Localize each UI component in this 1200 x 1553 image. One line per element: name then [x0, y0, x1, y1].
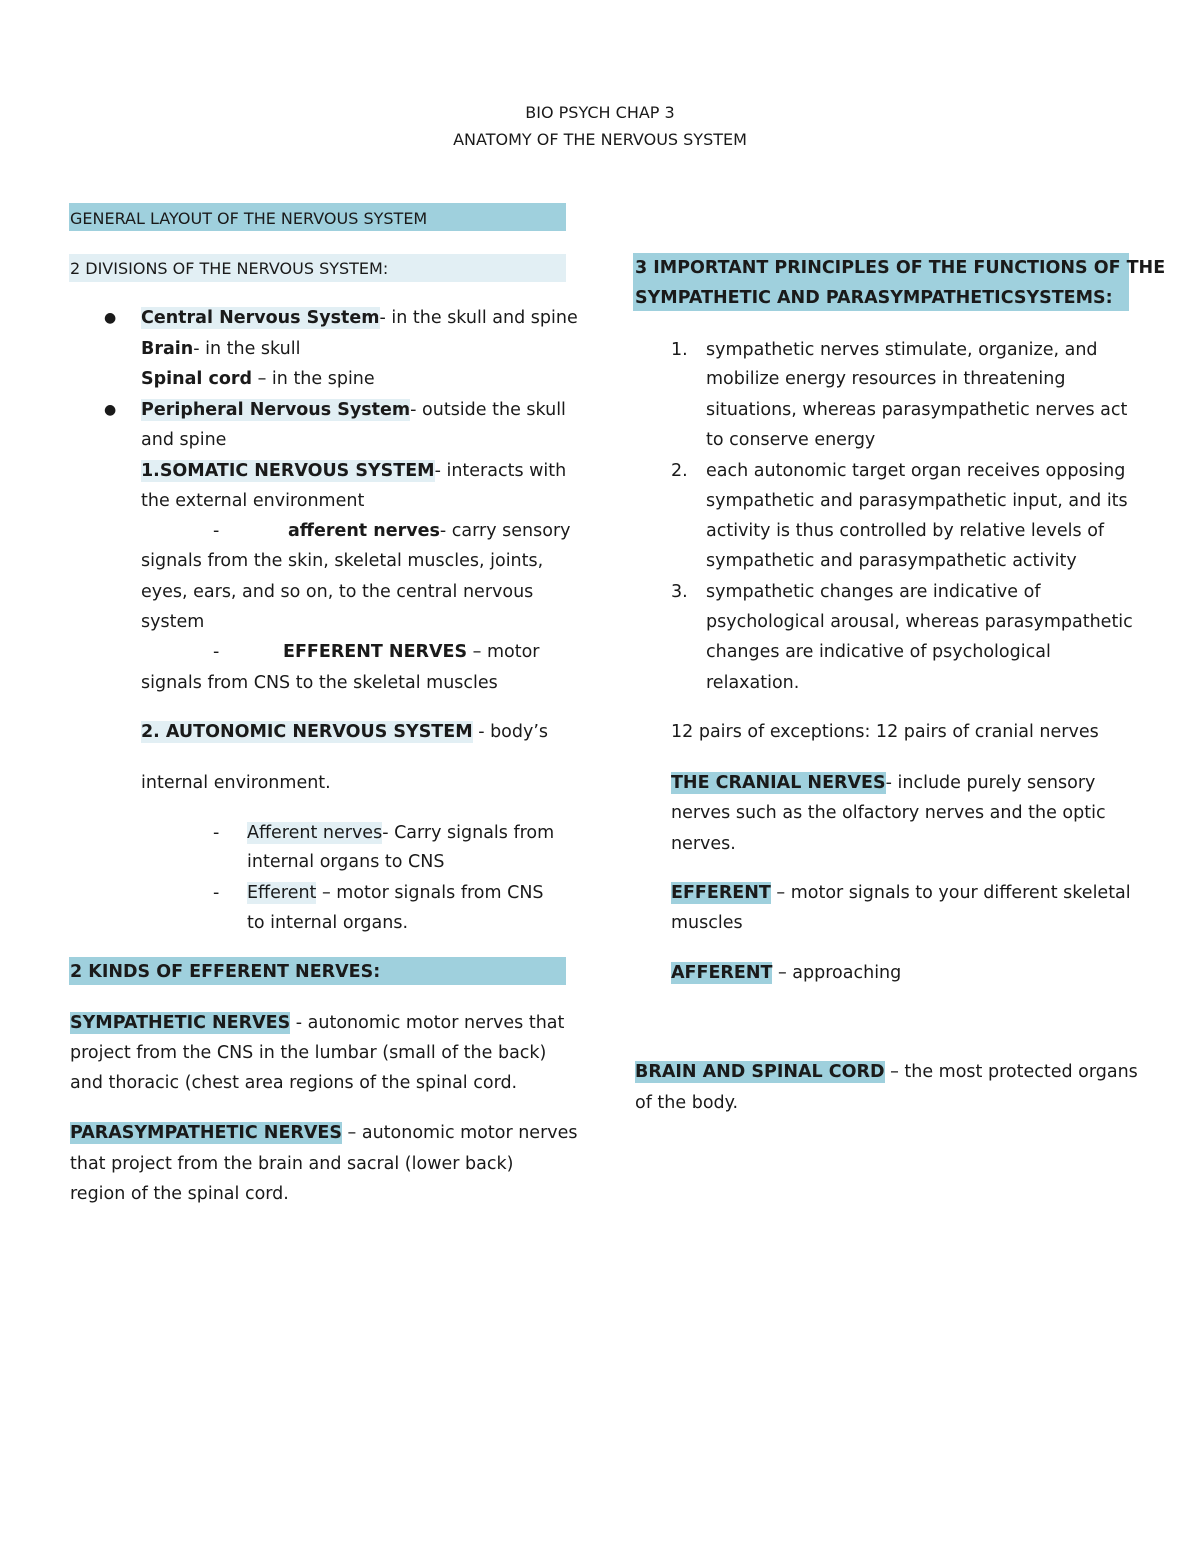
principle-1-line: mobilize energy resources in threatening [706, 369, 1066, 389]
cns-text: - in the skull and spine [379, 308, 578, 328]
auto-afferent-text: - Carry signals from [382, 823, 555, 843]
auto-efferent-item [247, 882, 544, 904]
auto-efferent-dash: - [213, 883, 220, 903]
efferent-line2: muscles [671, 913, 743, 933]
brain-spinal-label: BRAIN AND SPINAL CORD [635, 1062, 885, 1082]
principle-3-line: psychological arousal, whereas parasympathetic [706, 612, 1133, 632]
sympathetic-line: project from the CNS in the lumbar (small of the back) [70, 1043, 547, 1063]
auto-afferent-label: Afferent nerves [247, 823, 383, 843]
divisions-heading: 2 DIVISIONS OF THE NERVOUS SYSTEM: [70, 259, 389, 278]
afferent-label: AFFERENT [671, 963, 773, 983]
principle-2-line: sympathetic and parasympathetic activity [706, 551, 1077, 571]
principle-1-line: to conserve energy [706, 430, 876, 450]
principle-1-line: situations, whereas parasympathetic nerves act [706, 400, 1128, 420]
efferent-text: – motor signals to your different skeletal [770, 883, 1131, 903]
cns-item [141, 307, 578, 329]
bullet-dot: ● [104, 402, 117, 418]
auto-efferent-line2: to internal organs. [247, 913, 409, 933]
bullet-dot: ● [104, 310, 117, 326]
kinds-heading: 2 KINDS OF EFFERENT NERVES: [70, 962, 381, 982]
pns-label: Peripheral Nervous System [141, 400, 411, 420]
parasympathetic-label: PARASYMPATHETIC NERVES [70, 1123, 342, 1143]
principle-3-line: sympathetic changes are indicative of [706, 582, 1041, 602]
cranial-line: nerves. [671, 834, 736, 854]
pns-text-line2: and spine [141, 430, 227, 450]
cns-label: Central Nervous System [141, 308, 380, 328]
principle-3-line: relaxation. [706, 673, 800, 693]
parasympathetic-item [70, 1122, 578, 1144]
doc-title-line1: BIO PSYCH CHAP 3 [525, 103, 675, 122]
autonomic-label: 2. AUTONOMIC NERVOUS SYSTEM [141, 722, 473, 742]
spinal-label: Spinal cord [141, 369, 253, 389]
afferent-nerves-text: - carry sensory [439, 521, 571, 541]
principle-1-line: sympathetic nerves stimulate, organize, and [706, 340, 1098, 360]
afferent-nerves-label: afferent nerves [288, 521, 440, 541]
principle-1-num: 1. [671, 340, 688, 360]
principle-3-num: 3. [671, 582, 688, 602]
principle-2-line: each autonomic target organ receives opposing [706, 461, 1126, 481]
somatic-text-line2: the external environment [141, 491, 365, 511]
principles-heading-line: 3 IMPORTANT PRINCIPLES OF THE FUNCTIONS OF THE [635, 258, 1166, 278]
sympathetic-line: and thoracic (chest area regions of the spinal cord. [70, 1073, 518, 1093]
auto-afferent-dash: - [213, 823, 220, 843]
general-layout-heading: GENERAL LAYOUT OF THE NERVOUS SYSTEM [70, 209, 428, 228]
pns-item [141, 399, 566, 421]
afferent-nerves-line: system [141, 612, 205, 632]
auto-efferent-text: – motor signals from CNS [316, 883, 544, 903]
autonomic-line2: internal environment. [141, 773, 331, 793]
principle-3-line: changes are indicative of psychological [706, 642, 1051, 662]
efferent-item [671, 882, 1131, 904]
somatic-item [141, 460, 566, 482]
efferent-nerves-line2: signals from CNS to the skeletal muscles [141, 673, 498, 693]
afferent-nerves-line: signals from the skin, skeletal muscles, joints, [141, 551, 544, 571]
efferent-nerves-label: EFFERENT NERVES [283, 642, 468, 662]
parasympathetic-line: that project from the brain and sacral (lower back) [70, 1154, 514, 1174]
spinal-text: – in the spine [252, 369, 375, 389]
cranial-line: nerves such as the olfactory nerves and the optic [671, 803, 1106, 823]
pns-text: - outside the skull [410, 400, 566, 420]
principle-2-line: activity is thus controlled by relative levels of [706, 521, 1105, 541]
autonomic-item [141, 721, 548, 743]
efferent-nerves-text: – motor [467, 642, 540, 662]
brain-spinal-line2: of the body. [635, 1093, 739, 1113]
brain-spinal-text: – the most protected organs [884, 1062, 1138, 1082]
afferent-text: – approaching [772, 963, 902, 983]
cranial-item [671, 772, 1095, 794]
cranial-text: - include purely sensory [885, 773, 1096, 793]
auto-afferent-line2: internal organs to CNS [247, 852, 445, 872]
somatic-label: 1.SOMATIC NERVOUS SYSTEM [141, 461, 435, 481]
principles-heading-line: SYMPATHETIC AND PARASYMPATHETICSYSTEMS: [635, 288, 1113, 308]
sympathetic-label: SYMPATHETIC NERVES [70, 1013, 291, 1033]
sympathetic-text: - autonomic motor nerves that [290, 1013, 565, 1033]
afferent-nerves-line: eyes, ears, and so on, to the central nervous [141, 582, 534, 602]
sympathetic-item [70, 1012, 564, 1034]
afferent-item [671, 962, 901, 984]
exceptions-text: 12 pairs of exceptions: 12 pairs of cranial nerves [671, 722, 1099, 742]
somatic-text: - interacts with [434, 461, 567, 481]
efferent-nerves-item [283, 641, 540, 663]
spinal-item [141, 368, 375, 390]
auto-afferent-item [247, 822, 554, 844]
autonomic-text: - body’s [472, 722, 549, 742]
brain-spinal-item [635, 1061, 1138, 1083]
brain-text: - in the skull [193, 339, 301, 359]
afferent-nerves-item [288, 520, 571, 542]
efferent-label: EFFERENT [671, 883, 771, 903]
efferent-nerves-dash: - [213, 642, 220, 662]
auto-efferent-label: Efferent [247, 883, 317, 903]
brain-item [141, 338, 300, 360]
principle-2-num: 2. [671, 461, 688, 481]
cranial-label: THE CRANIAL NERVES [671, 773, 886, 793]
doc-title-line2: ANATOMY OF THE NERVOUS SYSTEM [453, 130, 747, 149]
principle-2-line: sympathetic and parasympathetic input, and its [706, 491, 1128, 511]
parasympathetic-text: – autonomic motor nerves [341, 1123, 578, 1143]
parasympathetic-line: region of the spinal cord. [70, 1184, 289, 1204]
brain-label: Brain [141, 339, 194, 359]
afferent-nerves-dash: - [213, 521, 220, 541]
